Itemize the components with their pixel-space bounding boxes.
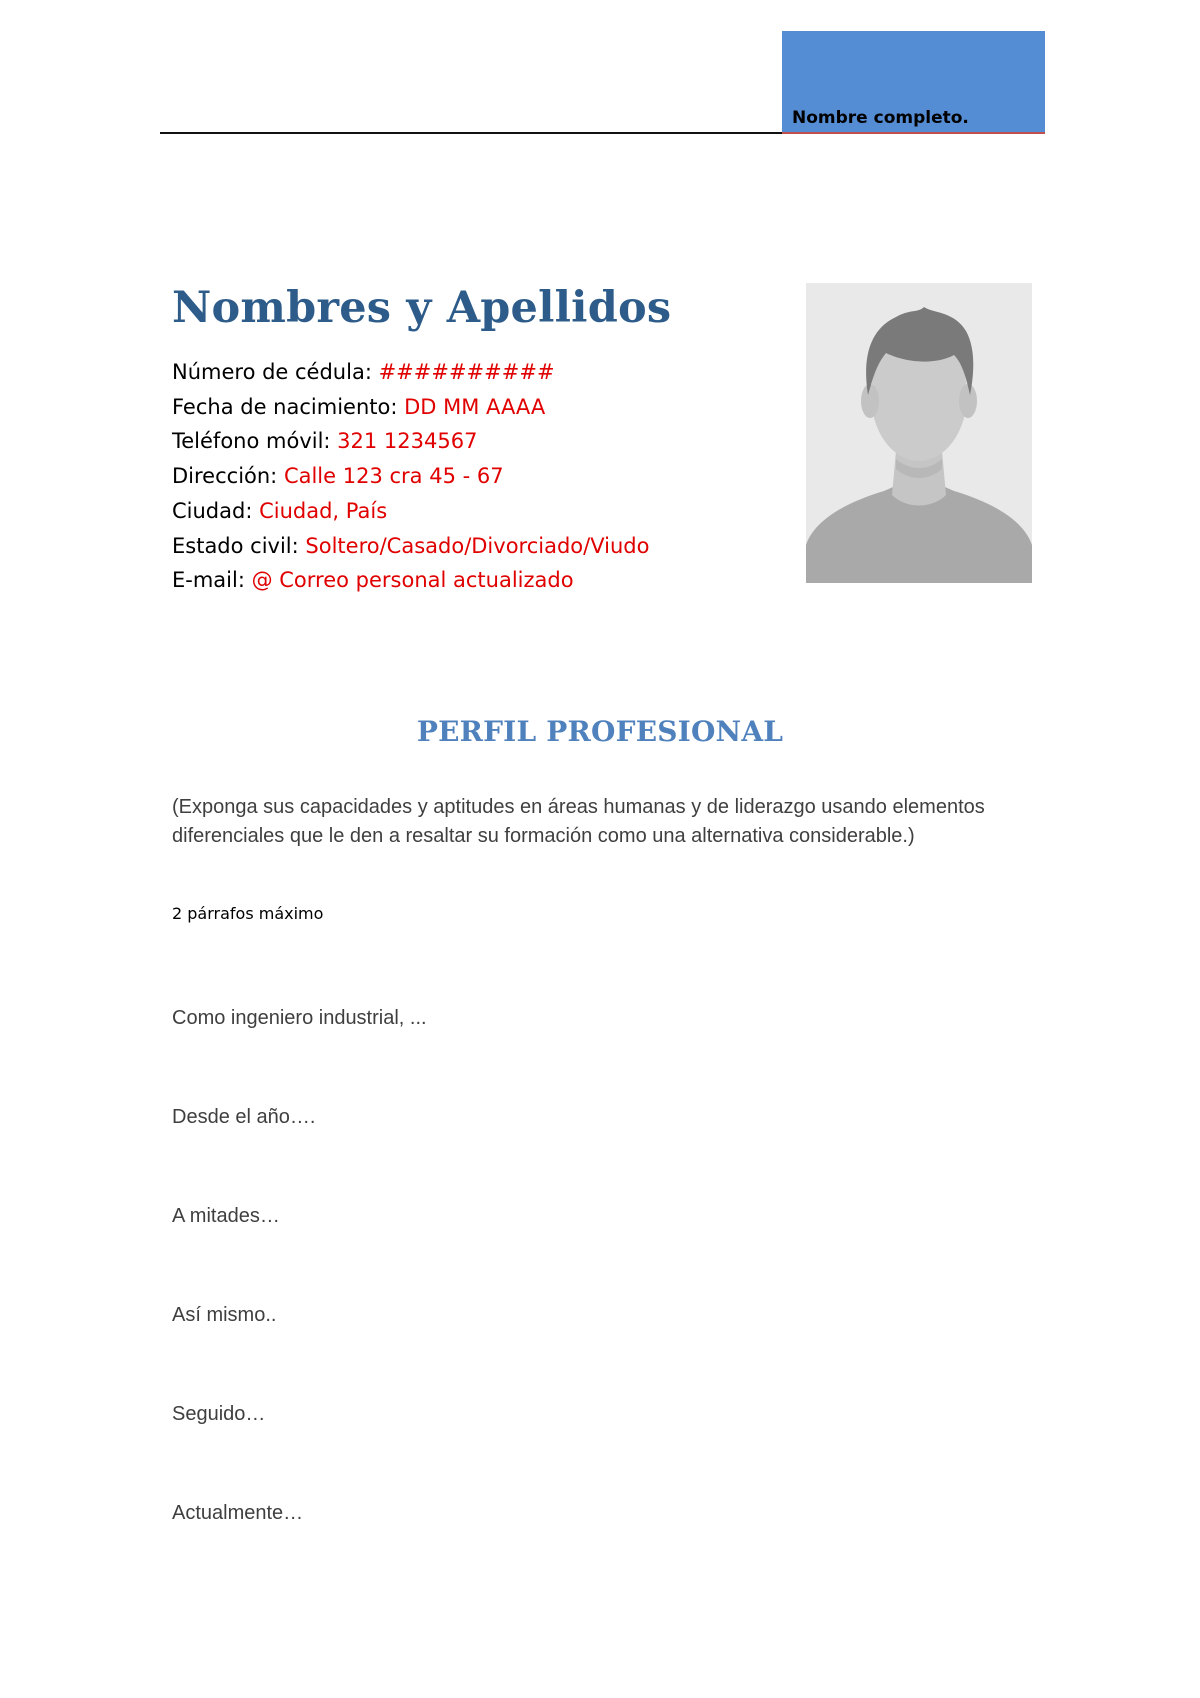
perfil-paragraph: Como ingeniero industrial, ... (172, 1007, 427, 1029)
perfil-paragraph: Seguido… (172, 1403, 266, 1425)
info-row-civil-status (172, 529, 649, 564)
info-label: Fecha de nacimiento: (172, 394, 405, 419)
perfil-paragraph: A mitades… (172, 1205, 280, 1227)
info-row-city (172, 494, 649, 529)
info-value: 321 1234567 (337, 429, 478, 454)
info-value: DD MM AAAA (404, 394, 546, 419)
perfil-paragraph: Actualmente… (172, 1502, 304, 1524)
perfil-paragraph: Desde el año…. (172, 1106, 316, 1128)
info-value: @ Correo personal actualizado (251, 568, 574, 593)
info-row-phone (172, 424, 649, 459)
perfil-limit-note: 2 párrafos máximo (172, 904, 324, 923)
info-value: Soltero/Casado/Divorciado/Viudo (305, 533, 650, 558)
info-row-cedula (172, 355, 649, 390)
info-value: Calle 123 cra 45 - 67 (283, 464, 504, 489)
info-label: Ciudad: (172, 498, 260, 523)
info-value: ########## (378, 360, 555, 384)
personal-info-list (172, 355, 649, 598)
info-label: Dirección: (172, 464, 284, 489)
perfil-paragraph: Así mismo.. (172, 1304, 277, 1326)
page-title: Nombres y Apellidos (172, 283, 672, 333)
info-label: Estado civil: (172, 533, 306, 558)
info-row-email (172, 563, 649, 598)
profile-photo (806, 283, 1032, 583)
header-name-label: Nombre completo. (792, 108, 969, 128)
person-silhouette-icon (806, 283, 1032, 583)
info-row-birthdate (172, 390, 649, 425)
info-label: Teléfono móvil: (172, 429, 338, 454)
header-accent-edge (782, 132, 1045, 134)
perfil-intro: (Exponga sus capacidades y aptitudes en áreas humanas y de liderazgo usando elementos diferenciales que le den a resaltar su formación como una alternativa considerable.) (172, 796, 985, 847)
info-label: Número de cédula: (172, 360, 379, 384)
section-title-perfil: PERFIL PROFESIONAL (416, 715, 784, 748)
info-label: E-mail: (172, 568, 252, 593)
info-row-address (172, 459, 649, 494)
info-value: Ciudad, País (259, 498, 388, 523)
